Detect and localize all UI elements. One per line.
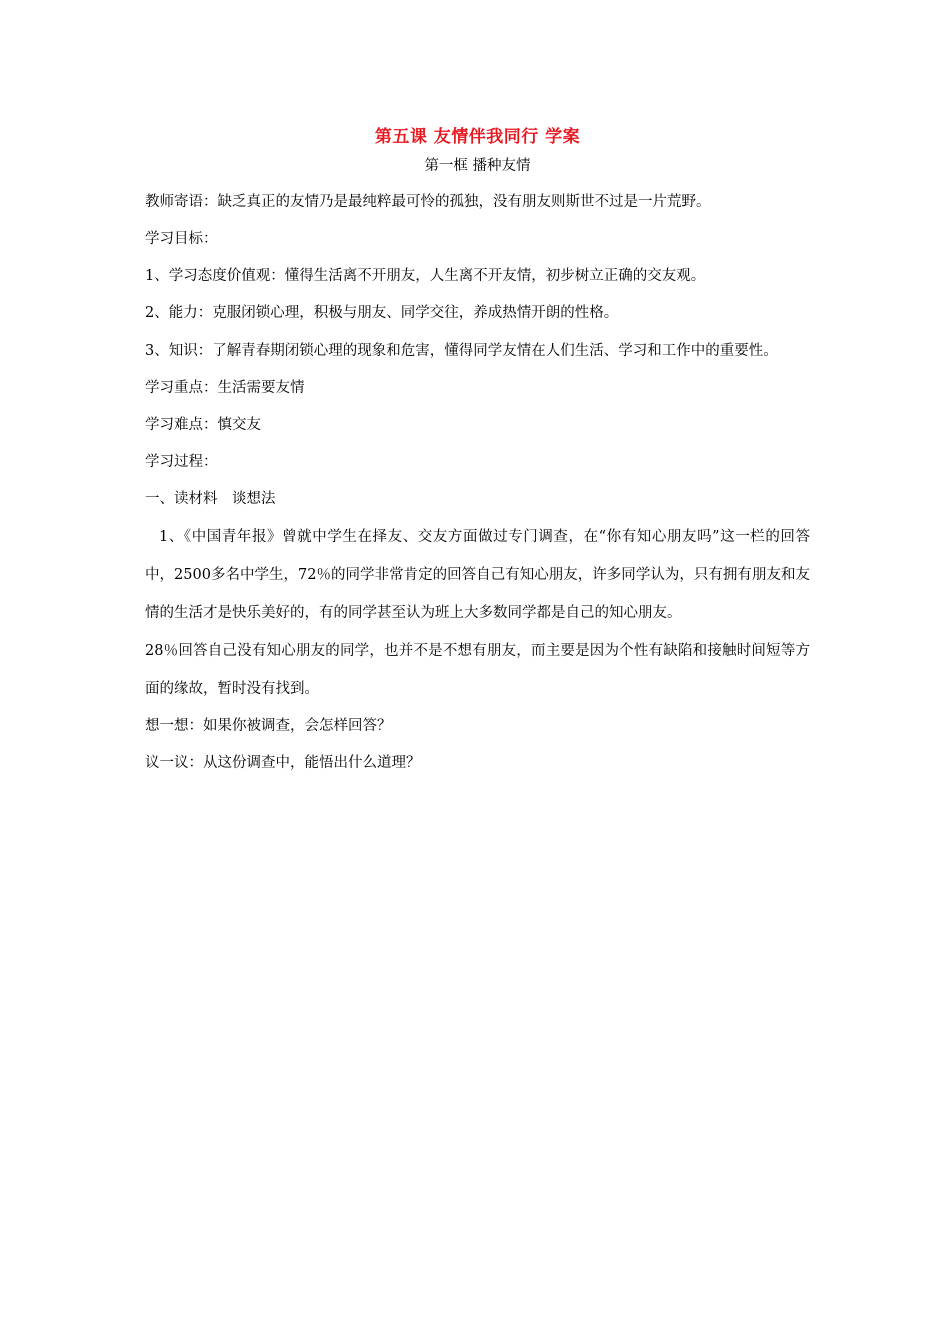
material-2: 28％回答自己没有知心朋友的同学，也并不是不想有朋友，而主要是因为个性有缺陷和接触时间短等方面的缘故，暂时没有找到。 [145,643,810,697]
think-prompt: 想一想：如果你被调查，会怎样回答？ [145,718,392,734]
objective-1: 1、学习态度价值观：懂得生活离不开朋友，人生离不开友情，初步树立正确的交友观。 [145,268,706,284]
objectives-heading: 学习目标： [145,231,218,247]
process-heading: 学习过程： [145,454,218,470]
material-1: 1、《中国青年报》曾就中学生在择友、交友方面做过专门调查，在“你有知心朋友吗”这一栏的回答中，2500多名中学生，72％的同学非常肯定的回答自己有知心朋友，许多同学认为，只有拥有朋友和友情的生活才是快乐美好的，有的同学甚至认为班上大多数同学都是自己的知心朋友。 [145,529,810,621]
document-subtitle: 第一框 播种友情 [424,158,531,174]
document-page [145,122,810,782]
discuss-prompt: 议一议：从这份调查中，能悟出什么道理？ [145,755,421,771]
key-point: 学习重点：生活需要友情 [145,380,305,396]
teacher-message: 教师寄语：缺乏真正的友情乃是最纯粹最可怜的孤独，没有朋友则斯世不过是一片荒野。 [145,194,711,210]
objective-2: 2、能力：克服闭锁心理，积极与朋友、同学交往，养成热情开朗的性格。 [145,305,619,321]
difficulty: 学习难点：慎交友 [145,417,261,433]
section-1-heading: 一、读材料 谈想法 [145,491,276,507]
objective-3: 3、知识：了解青春期闭锁心理的现象和危害，懂得同学友情在人们生活、学习和工作中的重要性。 [145,343,778,359]
document-title: 第五课 友情伴我同行 学案 [374,127,581,147]
